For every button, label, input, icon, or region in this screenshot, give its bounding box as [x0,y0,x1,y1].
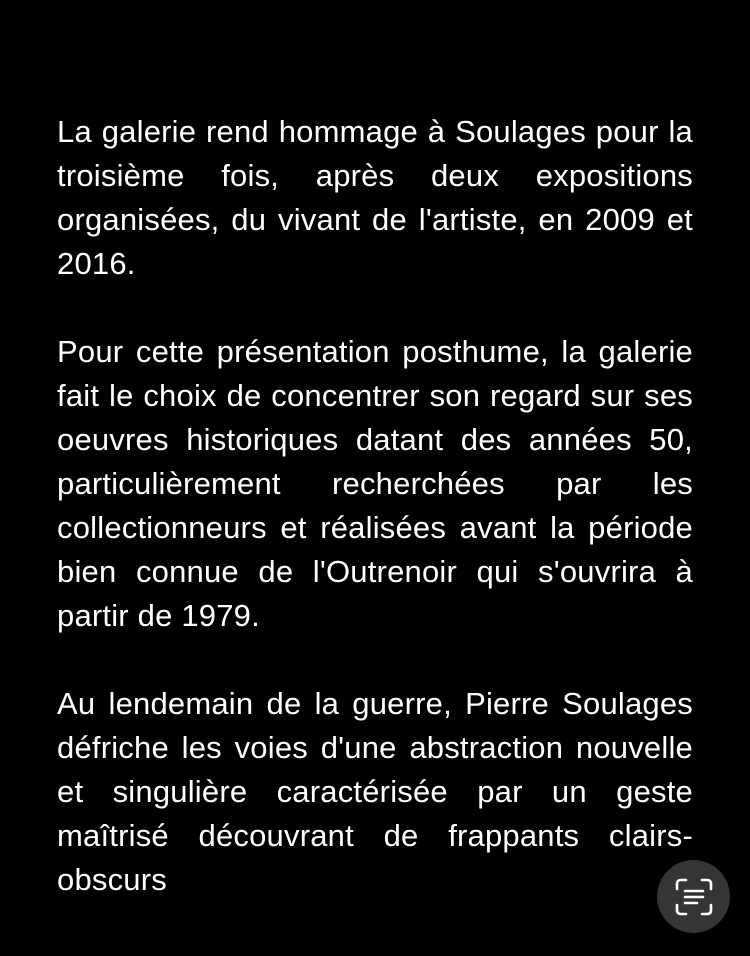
paragraph-3: Au lendemain de la guerre, Pierre Soulages défriche les voies d'une abstraction nouvelle et singulière caractérisée par un geste maîtrisé découvrant de frappants clairs-obscurs [57,686,693,897]
paragraph-1: La galerie rend hommage à Soulages pour la troisième fois, après deux expositions organisées, du vivant de l'artiste, en 2009 et 2016. [57,114,693,281]
article-body [57,110,693,946]
live-text-button[interactable] [657,860,730,933]
paragraph-2: Pour cette présentation posthume, la galerie fait le choix de concentrer son regard sur ses oeuvres historiques datant des années 50, particulièrement recherchées par les collectionneurs et réalisées avant la période bien connue de l'Outrenoir qui s'ouvrira à partir de 1979. [57,334,693,633]
live-text-icon [673,876,715,918]
